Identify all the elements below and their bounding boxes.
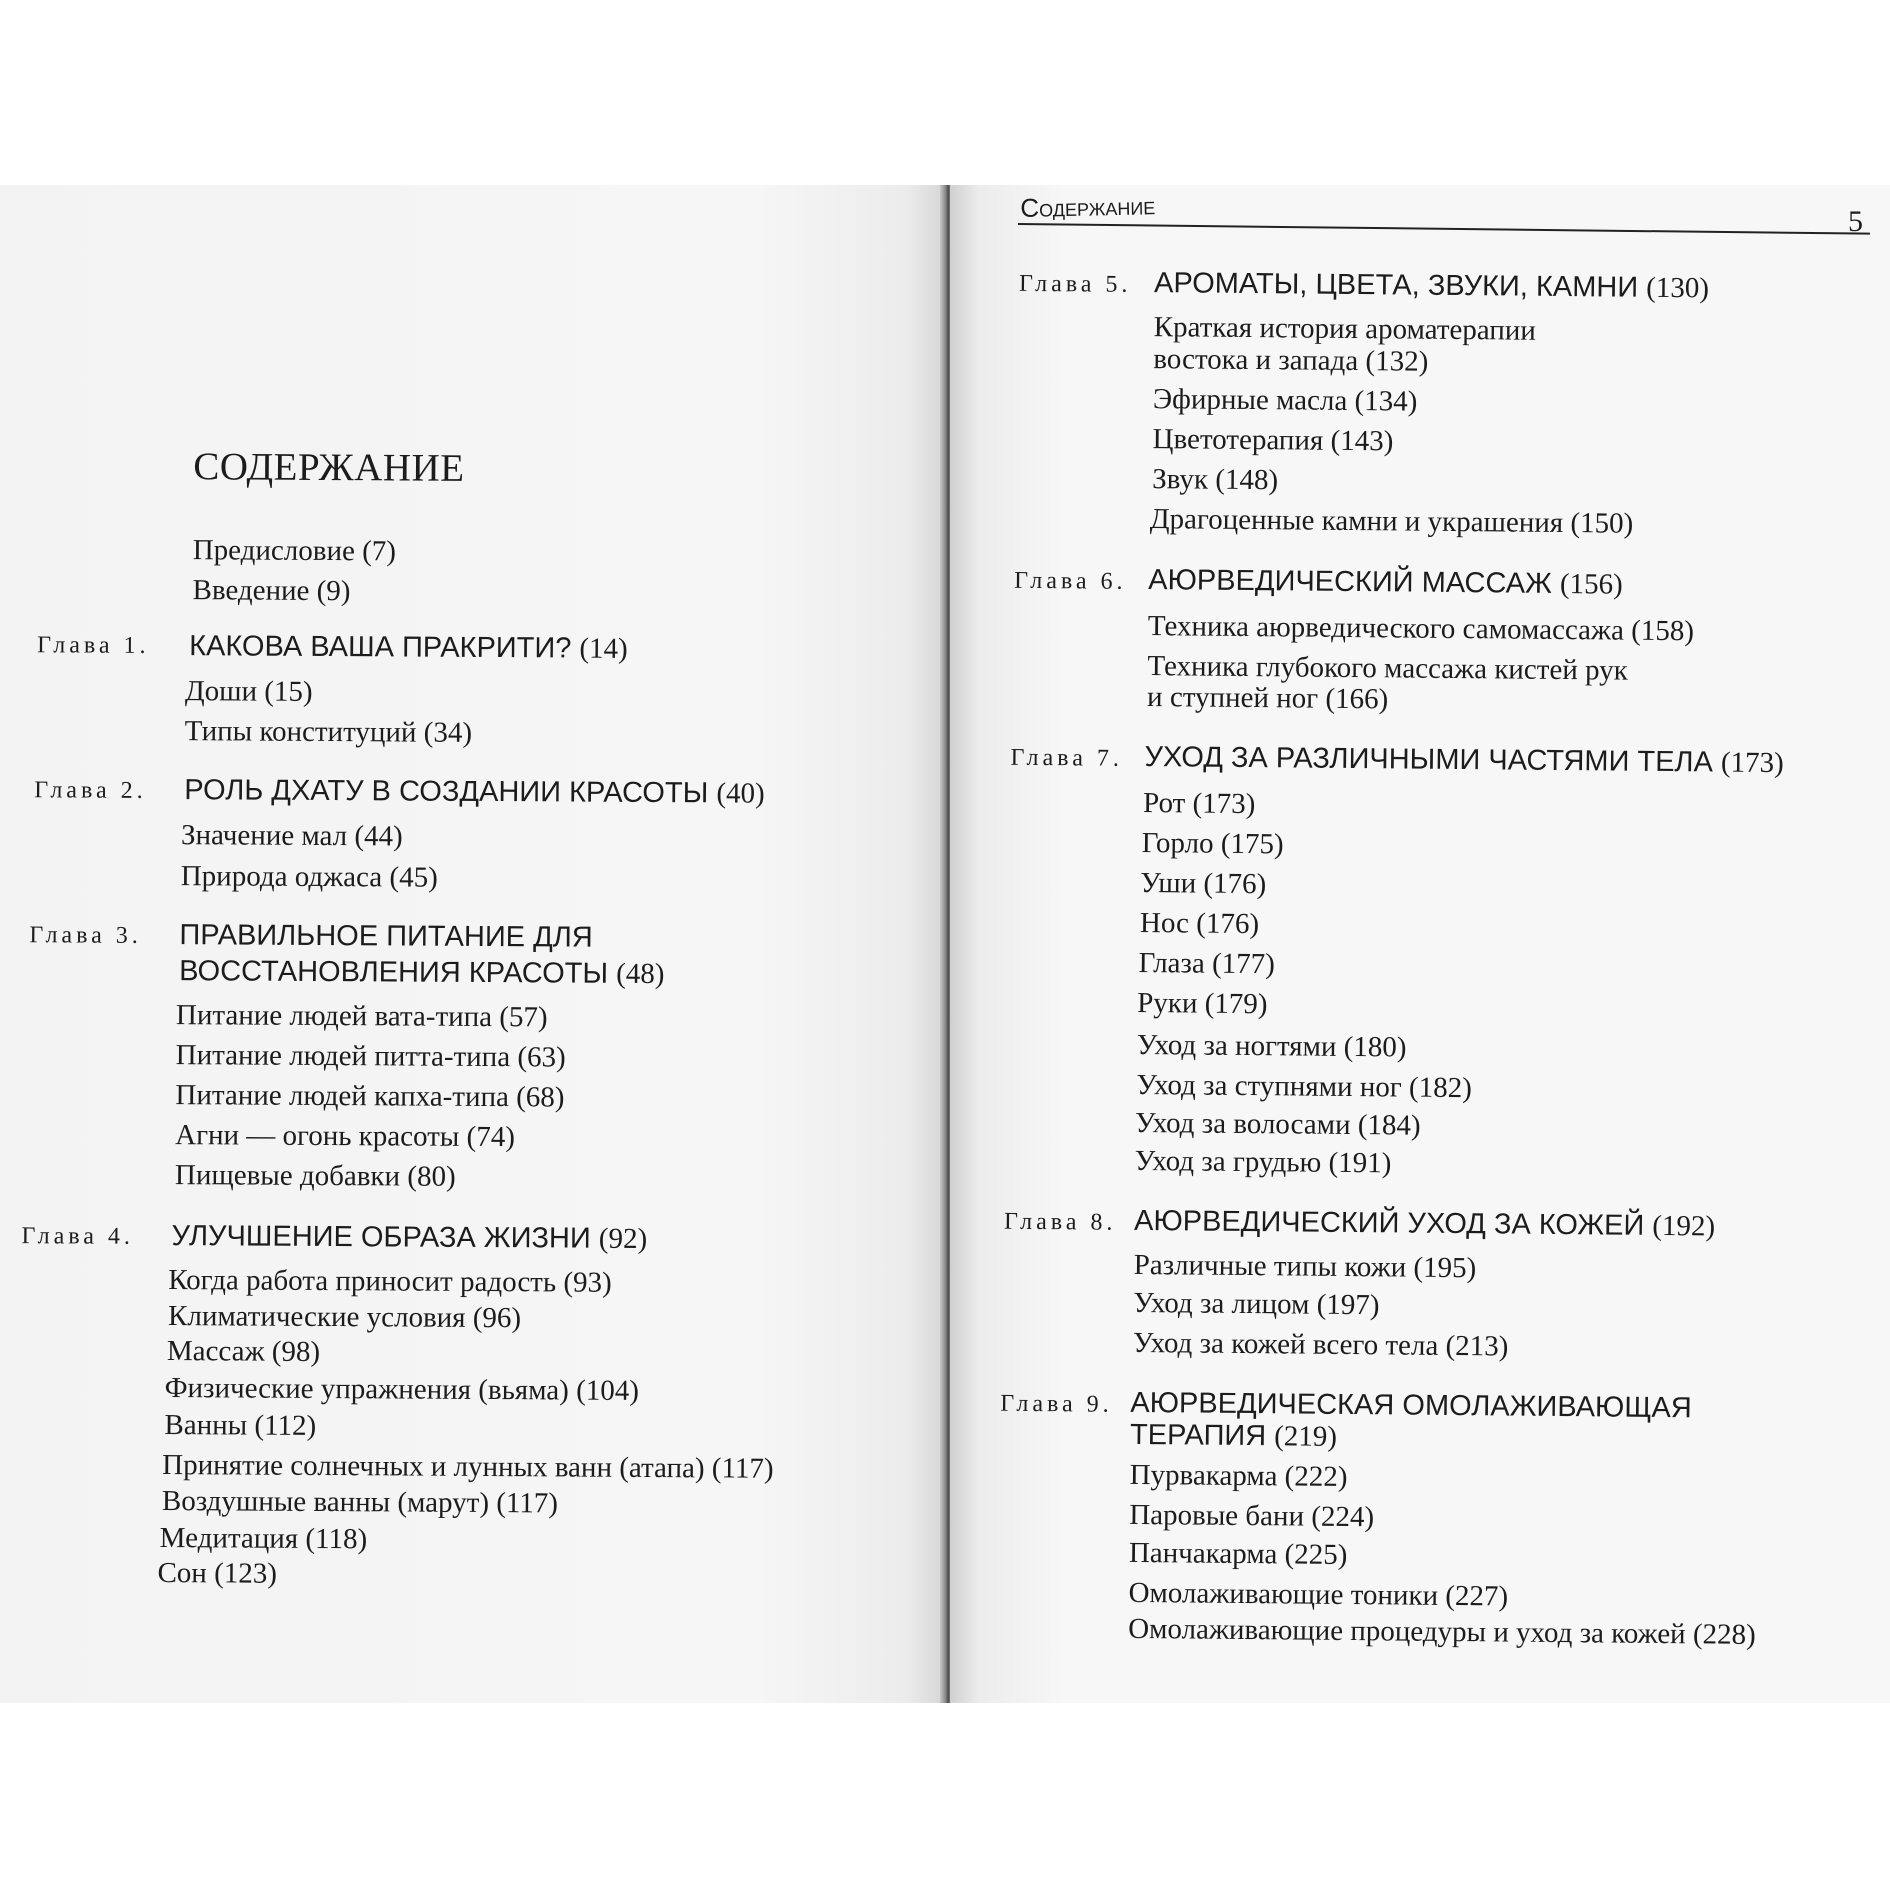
toc-entry: Уход за ступнями ног (182) (1136, 1068, 1472, 1105)
toc-entry: Драгоценные камни и украшения (150) (1149, 503, 1634, 540)
chapter-label: Глава 1. (37, 632, 150, 659)
chapter-title: ТЕРАПИЯ (219) (1129, 1418, 1338, 1453)
toc-entry: и ступней ног (166) (1146, 681, 1389, 716)
book-spread (0, 185, 1890, 1703)
chapter-label: Глава 3. (29, 922, 142, 949)
toc-entry: Природа оджаса (45) (180, 860, 438, 894)
chapter-label: Глава 9. (1000, 1390, 1113, 1418)
toc-entry: Уход за кожей всего тела (213) (1132, 1326, 1509, 1363)
toc-entry: Горло (175) (1141, 826, 1284, 861)
toc-entry: Значение мал (44) (180, 819, 403, 853)
toc-entry: Краткая история ароматерапии (1153, 311, 1537, 347)
page-number: 5 (1848, 205, 1863, 238)
chapter-label: Глава 2. (34, 777, 147, 804)
running-head: Содержание (1020, 190, 1156, 223)
toc-entry: Руки (179) (1137, 986, 1268, 1021)
toc-entry: Уход за ногтями (180) (1136, 1028, 1407, 1064)
toc-entry: Омолаживающие тоники (227) (1128, 1576, 1509, 1613)
chapter-title: ВОССТАНОВЛЕНИЯ КРАСОТЫ (48) (179, 955, 665, 991)
toc-entry: Различные типы кожи (195) (1133, 1248, 1477, 1285)
toc-entry: Рот (173) (1142, 787, 1256, 821)
toc-entry: Массаж (98) (166, 1335, 321, 1368)
toc-entry: Климатические условия (96) (167, 1300, 522, 1335)
right-page-content (0, 185, 1890, 1721)
toc-entry: Цветотерапия (143) (1152, 423, 1394, 458)
toc-entry: Принятие солнечных и лунных ванн (атапа) (117) (162, 1449, 774, 1485)
chapter-title: АЮРВЕДИЧЕСКИЙ УХОД ЗА КОЖЕЙ (192) (1133, 1204, 1716, 1243)
toc-entry: Нос (176) (1139, 906, 1260, 941)
toc-entry: Омолаживающие процедуры и уход за кожей (228) (1128, 1612, 1756, 1651)
chapter-title: АЮРВЕДИЧЕСКИЙ МАССАЖ (156) (1148, 564, 1623, 601)
toc-entry: Введение (9) (192, 574, 351, 608)
toc-entry: Эфирные масла (134) (1152, 383, 1418, 418)
toc-entry: Пищевые добавки (80) (174, 1159, 456, 1193)
chapter-title: КАКОВА ВАША ПРАКРИТИ? (14) (189, 630, 628, 665)
toc-entry: Техника аюрведического самомассажа (158) (1147, 610, 1695, 648)
toc-entry: Панчакарма (225) (1128, 1536, 1348, 1571)
toc-entry: Уход за лицом (197) (1133, 1286, 1380, 1322)
toc-entry: Пурвакарма (222) (1129, 1458, 1348, 1493)
toc-entry: Уход за грудью (191) (1134, 1144, 1392, 1180)
chapter-label: Глава 6. (1014, 567, 1127, 595)
toc-entry: Типы конституций (34) (184, 715, 473, 749)
chapter-title: УЛУЧШЕНИЕ ОБРАЗА ЖИЗНИ (92) (171, 1220, 648, 1255)
chapter-label: Глава 5. (1018, 270, 1132, 298)
chapter-title: РОЛЬ ДХАТУ В СОЗДАНИИ КРАСОТЫ (40) (184, 774, 765, 810)
toc-entry: Воздушные ванны (марут) (117) (161, 1485, 559, 1520)
toc-entry: Агни — огонь красоты (74) (175, 1119, 516, 1154)
toc-entry: Паровые бани (224) (1129, 1498, 1375, 1534)
toc-entry: Предисловие (7) (192, 534, 397, 568)
toc-entry: Питание людей капха-типа (68) (175, 1079, 565, 1114)
toc-entry: Уши (176) (1140, 866, 1267, 901)
toc-entry: Когда работа приносит радость (93) (168, 1264, 612, 1299)
toc-entry: Сон (123) (157, 1556, 278, 1590)
toc-entry: Доши (15) (184, 675, 313, 708)
toc-entry: Физические упражнения (вьяма) (104) (164, 1372, 640, 1407)
toc-entry: Ванны (112) (164, 1409, 317, 1442)
chapter-label: Глава 8. (1003, 1208, 1117, 1236)
toc-entry: Медитация (118) (159, 1522, 368, 1556)
chapter-title: ПРАВИЛЬНОЕ ПИТАНИЕ ДЛЯ (179, 919, 593, 954)
chapter-label: Глава 4. (21, 1223, 135, 1250)
toc-entry: Питание людей питта-типа (63) (175, 1039, 566, 1074)
toc-entry: Техника глубокого массажа кистей рук (1147, 650, 1628, 687)
chapter-label: Глава 7. (1010, 744, 1124, 772)
toc-entry: востока и запада (132) (1153, 343, 1429, 378)
toc-title: СОДЕРЖАНИЕ (193, 445, 465, 490)
toc-entry: Уход за волосами (184) (1134, 1106, 1421, 1142)
toc-entry: Питание людей вата-типа (57) (175, 999, 548, 1034)
toc-entry: Глаза (177) (1138, 946, 1276, 981)
chapter-title: УХОД ЗА РАЗЛИЧНЫМИ ЧАСТЯМИ ТЕЛА (173) (1144, 741, 1784, 780)
chapter-title: АРОМАТЫ, ЦВЕТА, ЗВУКИ, КАМНИ (130) (1153, 267, 1710, 305)
chapter-title: АЮРВЕДИЧЕСКАЯ ОМОЛАЖИВАЮЩАЯ (1130, 1386, 1692, 1425)
toc-entry: Звук (148) (1152, 463, 1279, 497)
